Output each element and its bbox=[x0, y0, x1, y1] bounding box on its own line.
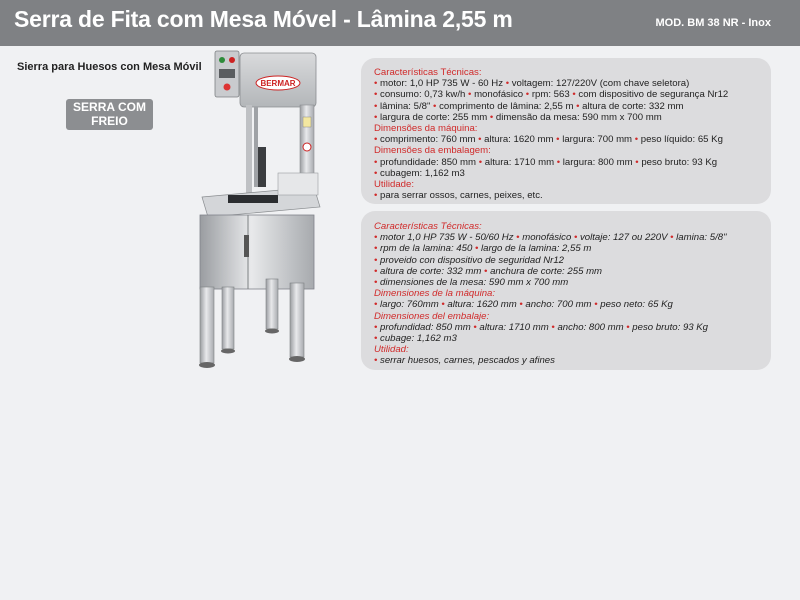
spec-line bbox=[374, 134, 759, 145]
bullet-icon: • bbox=[374, 232, 381, 244]
bullet-icon: • bbox=[481, 265, 491, 277]
spec-item: serrar huesos, carnes, pescados y afines bbox=[380, 355, 555, 367]
spec-item: comprimento: 760 mm bbox=[380, 134, 476, 146]
bullet-icon: • bbox=[374, 111, 381, 123]
band-saw-product-image bbox=[182, 47, 324, 371]
bullet-icon: • bbox=[573, 100, 583, 112]
bullet-icon: • bbox=[667, 232, 677, 244]
spec-line bbox=[374, 322, 759, 333]
spec-line bbox=[374, 157, 759, 168]
bullet-icon: • bbox=[374, 333, 381, 345]
spec-item: monofásico bbox=[474, 89, 524, 101]
section-heading: Características Técnicas: bbox=[374, 67, 482, 78]
bullet-icon: • bbox=[591, 299, 601, 311]
bullet-icon: • bbox=[523, 89, 532, 101]
spec-item: profundidade: 850 mm bbox=[380, 156, 477, 168]
spec-line bbox=[374, 112, 759, 123]
bullet-icon: • bbox=[438, 299, 448, 311]
spec-item: peso líquido: 65 Kg bbox=[640, 134, 723, 146]
bullet-icon: • bbox=[503, 78, 512, 90]
section-heading: Dimensiones de la máquina: bbox=[374, 288, 496, 300]
spec-line bbox=[374, 101, 759, 112]
spec-item: lamina: 5/8" bbox=[676, 232, 727, 244]
bullet-icon: • bbox=[632, 134, 641, 146]
bullet-icon: • bbox=[430, 100, 440, 112]
spec-item: com dispositivo de segurança Nr12 bbox=[578, 89, 729, 101]
spec-line bbox=[374, 78, 759, 89]
bullet-icon: • bbox=[571, 232, 580, 244]
bullet-icon: • bbox=[374, 321, 381, 333]
model-code: MOD. BM 38 NR - Inox bbox=[655, 17, 771, 29]
brake-badge-line1: SERRA COM bbox=[73, 100, 146, 114]
spec-item: rpm: 563 bbox=[531, 89, 570, 101]
bullet-icon: • bbox=[374, 299, 381, 311]
spec-item: cubage: 1,162 m3 bbox=[380, 333, 457, 345]
spec-line bbox=[374, 255, 759, 266]
spec-item: peso bruto: 93 Kg bbox=[641, 156, 718, 168]
bullet-icon: • bbox=[374, 78, 381, 90]
spec-line bbox=[374, 190, 759, 201]
spec-item: largura: 800 mm bbox=[562, 156, 633, 168]
spec-item: largo: 760mm bbox=[380, 299, 439, 311]
section-heading: Dimensiones del embalaje: bbox=[374, 310, 490, 322]
spec-item: dimensiones de la mesa: 590 mm x 700 mm bbox=[380, 277, 569, 289]
page-title: Serra de Fita com Mesa Móvel - Lâmina 2,55 m bbox=[14, 6, 513, 32]
bullet-icon: • bbox=[554, 156, 563, 168]
spec-item: para serrar ossos, carnes, peixes, etc. bbox=[380, 190, 543, 202]
bullet-icon: • bbox=[487, 111, 496, 123]
specs-card-spanish bbox=[361, 211, 771, 370]
spec-item: largura: 700 mm bbox=[562, 134, 633, 146]
spec-item: voltaje: 127 ou 220V bbox=[579, 232, 668, 244]
spec-item: profundidad: 850 mm bbox=[380, 321, 471, 333]
spec-item: comprimento de lâmina: 2,55 m bbox=[439, 100, 574, 112]
bullet-icon: • bbox=[374, 190, 381, 202]
spec-item: altura de corte: 332 mm bbox=[380, 265, 482, 277]
section-heading: Utilidad: bbox=[374, 344, 409, 356]
spec-line bbox=[374, 168, 759, 179]
bullet-icon: • bbox=[475, 134, 485, 146]
section-heading: Dimensões da máquina: bbox=[374, 123, 478, 135]
bullet-icon: • bbox=[374, 243, 381, 255]
spec-item: anchura de corte: 255 mm bbox=[490, 265, 603, 277]
spec-item: dimensão da mesa: 590 mm x 700 mm bbox=[495, 111, 662, 123]
spec-item: peso neto: 65 Kg bbox=[600, 299, 673, 311]
brake-badge bbox=[66, 99, 153, 130]
spec-item: consumo: 0,73 kw/h bbox=[380, 89, 466, 101]
bullet-icon: • bbox=[476, 156, 485, 168]
bullet-icon: • bbox=[632, 156, 642, 168]
bullet-icon: • bbox=[470, 321, 480, 333]
spec-item: ancho: 700 mm bbox=[525, 299, 592, 311]
spec-item: motor 1,0 HP 735 W - 50/60 Hz bbox=[380, 232, 514, 244]
spec-item: altura: 1710 mm bbox=[479, 321, 549, 333]
spec-line bbox=[374, 299, 759, 310]
bullet-icon: • bbox=[465, 89, 475, 101]
bullet-icon: • bbox=[374, 355, 381, 367]
brake-badge-line2: FREIO bbox=[91, 114, 128, 128]
bullet-icon: • bbox=[516, 299, 526, 311]
bullet-icon: • bbox=[374, 134, 381, 146]
bullet-icon: • bbox=[374, 167, 381, 179]
bullet-icon: • bbox=[374, 254, 381, 266]
spec-item: ancho: 800 mm bbox=[557, 321, 624, 333]
section-heading: Dimensões da embalagem: bbox=[374, 145, 491, 157]
spec-line bbox=[374, 232, 759, 243]
spec-line bbox=[374, 266, 759, 277]
spec-item: voltagem: 127/220V (com chave seletora) bbox=[511, 78, 690, 90]
spec-line bbox=[374, 355, 759, 366]
spec-item: motor: 1,0 HP 735 W - 60 Hz bbox=[380, 78, 504, 90]
spec-line bbox=[374, 89, 759, 100]
bullet-icon: • bbox=[513, 232, 523, 244]
bullet-icon: • bbox=[553, 134, 563, 146]
bullet-icon: • bbox=[472, 243, 481, 255]
bullet-icon: • bbox=[623, 321, 633, 333]
bullet-icon: • bbox=[374, 100, 381, 112]
section-heading: Características Técnicas: bbox=[374, 221, 482, 232]
spec-item: lâmina: 5/8" bbox=[380, 100, 431, 112]
spec-item: largo de la lamina: 2,55 m bbox=[481, 243, 592, 255]
section-heading: Utilidade: bbox=[374, 179, 414, 191]
specs-card-portuguese bbox=[361, 58, 771, 204]
spec-line bbox=[374, 277, 759, 288]
spec-item: largura de corte: 255 mm bbox=[380, 111, 488, 123]
spec-item: monofásico bbox=[522, 232, 572, 244]
spec-item: peso bruto: 93 Kg bbox=[632, 321, 709, 333]
bullet-icon: • bbox=[374, 89, 381, 101]
spec-item: altura de corte: 332 mm bbox=[582, 100, 684, 112]
spec-line bbox=[374, 243, 759, 254]
bullet-icon: • bbox=[374, 156, 381, 168]
spec-item: altura: 1620 mm bbox=[447, 299, 517, 311]
bullet-icon: • bbox=[569, 89, 579, 101]
spec-item: cubagem: 1,162 m3 bbox=[380, 167, 465, 179]
spec-item: proveido con dispositivo de seguridad Nr12 bbox=[380, 254, 565, 266]
spec-item: rpm de la lamina: 450 bbox=[380, 243, 473, 255]
bullet-icon: • bbox=[374, 277, 381, 289]
bullet-icon: • bbox=[374, 265, 381, 277]
spec-item: altura: 1620 mm bbox=[484, 134, 554, 146]
page-subtitle: Sierra para Huesos con Mesa Móvil bbox=[17, 61, 202, 73]
spec-item: altura: 1710 mm bbox=[484, 156, 555, 168]
spec-line bbox=[374, 333, 759, 344]
brand-plate-text: BERMAR bbox=[260, 79, 296, 88]
bullet-icon: • bbox=[548, 321, 558, 333]
page-header bbox=[0, 0, 800, 46]
